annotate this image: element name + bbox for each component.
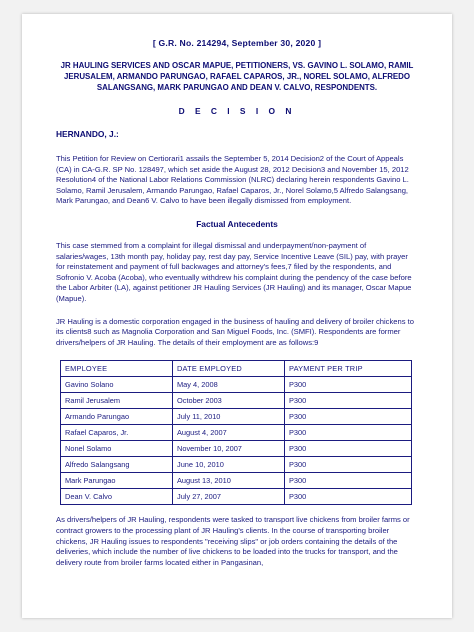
cell-date-employed: May 4, 2008 — [173, 377, 285, 393]
cell-date-employed: July 11, 2010 — [173, 409, 285, 425]
table-row — [61, 377, 412, 393]
cell-date-employed: June 10, 2010 — [173, 457, 285, 473]
employment-table — [60, 360, 412, 505]
cell-employee: Armando Parungao — [61, 409, 173, 425]
decision-heading: D E C I S I O N — [178, 106, 296, 116]
cell-payment: P300 — [285, 425, 412, 441]
cell-date-employed: October 2003 — [173, 393, 285, 409]
cell-payment: P300 — [285, 393, 412, 409]
cell-payment: P300 — [285, 489, 412, 505]
table-row — [61, 425, 412, 441]
cell-employee: Rafael Caparos, Jr. — [61, 425, 173, 441]
column-header-payment: PAYMENT PER TRIP — [285, 361, 412, 377]
paragraph-drivers: As drivers/helpers of JR Hauling, respondents were tasked to transport live chickens from broiler farms or contract growers to the processing plant of JR Hauling's clients. In the course of transporting broiler chickens, JR Hauling issues to respondents "receiving slips" or job orders containing the details of the deliveries, which include the number of live chickens to be loaded into the trucks for transport, and the delivery route from broiler farms located either in Pangasinan, — [56, 515, 410, 567]
cell-payment: P300 — [285, 457, 412, 473]
paragraph-jr-hauling: JR Hauling is a domestic corporation engaged in the business of hauling and delivery of broiler chickens to its clients8 such as Magnolia Corporation and San Miguel Foods, Inc. (SMFI). Respondents are former drivers/helpers of JR Hauling. The details of their employment are as follows:9 — [56, 316, 414, 347]
column-header-employee: EMPLOYEE — [61, 361, 173, 377]
case-reference: [ G.R. No. 214294, September 30, 2020 ] — [152, 38, 322, 48]
cell-payment: P300 — [285, 409, 412, 425]
cell-date-employed: July 27, 2007 — [173, 489, 285, 505]
cell-payment: P300 — [285, 441, 412, 457]
table-row — [61, 473, 412, 489]
cell-employee: Nonel Solamo — [61, 441, 173, 457]
cell-date-employed: August 13, 2010 — [173, 473, 285, 489]
cell-payment: P300 — [285, 377, 412, 393]
table-row — [61, 409, 412, 425]
table-row — [61, 489, 412, 505]
paragraph-case: This case stemmed from a complaint for illegal dismissal and underpayment/non-payment of salaries/wages, 13th month pay, holiday pay, rest day pay, Service Incentive Leave (SIL) pay, with prayer for reinstatement and payment of full backwages and attorney's fees,7 filed by the respondents, and Sofronio V. Acoba (Acoba), who eventually withdrew his complaint during the pendency of the case before the Labor Arbiter (LA), against petitioner JR Hauling Services (JR Hauling) and its manager, Oscar Mapue (Mapue). — [56, 240, 412, 303]
cell-date-employed: November 10, 2007 — [173, 441, 285, 457]
cell-employee: Mark Parungao — [61, 473, 173, 489]
table-row — [61, 457, 412, 473]
cell-date-employed: August 4, 2007 — [173, 425, 285, 441]
document-body — [56, 38, 418, 580]
ponente: HERNANDO, J.: — [56, 129, 119, 139]
case-parties: JR HAULING SERVICES AND OSCAR MAPUE, PETITIONERS, VS. GAVINO L. SOLAMO, RAMIL JERUSALEM, ARMANDO PARUNGAO, RAFAEL CAPAROS, JR., NOREL SOLAMO, ALFREDO SALANGSANG, MARK PARUNGAO AND DEAN V. CALVO, RESPONDENTS. — [60, 61, 414, 92]
section-heading-factual: Factual Antecedents — [196, 218, 278, 229]
cell-payment: P300 — [285, 473, 412, 489]
document-page — [22, 14, 452, 618]
table-row — [61, 393, 412, 409]
table-row — [61, 441, 412, 457]
cell-employee: Alfredo Salangsang — [61, 457, 173, 473]
paragraph-intro: This Petition for Review on Certiorari1 assails the September 5, 2014 Decision2 of the Court of Appeals (CA) in CA-G.R. SP No. 128497, which set aside the August 28, 2012 Decision3 and November 15, 2012 Resolution4 of the National Labor Relations Commission (NLRC) declaring herein respondents Gavino L. Solamo, Ramil Jerusalem, Armando Parungao, Rafael Caparos, Jr., Norel Solamo,5 Alfredo Salangsang, Mark Parungao, and Dean6 V. Calvo to have been illegally dismissed from employment. — [56, 154, 409, 206]
table-header-row — [61, 361, 412, 377]
cell-employee: Dean V. Calvo — [61, 489, 173, 505]
column-header-date-employed: DATE EMPLOYED — [173, 361, 285, 377]
cell-employee: Gavino Solano — [61, 377, 173, 393]
cell-employee: Ramil Jerusalem — [61, 393, 173, 409]
